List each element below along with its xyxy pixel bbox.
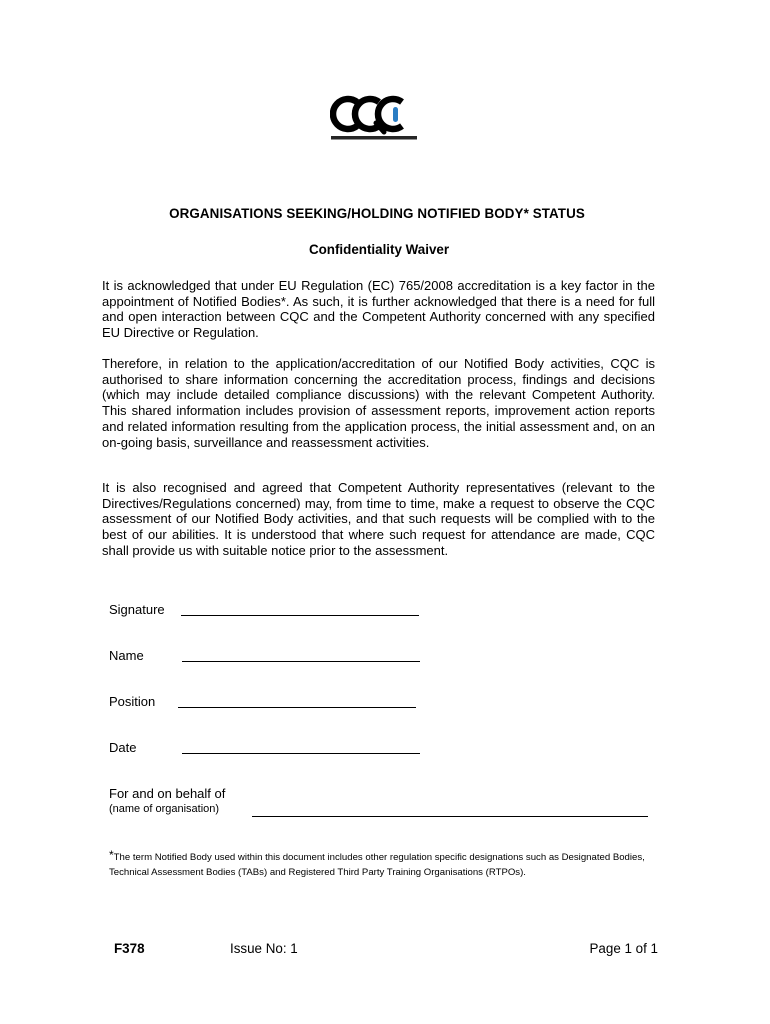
cqc-logo: [330, 92, 420, 144]
paragraph-observation: It is also recognised and agreed that Competent Authority representatives (relevant to the Directives/Regulations concerned) may, from time to time, make a request to observe the CQC assessment of our Notified Body activities, and that such requests will be complied with to the best of our abilities. It is understood that where such request for attendance are made, CQC shall provide us with suitable notice prior to the assessment.: [102, 480, 655, 558]
signature-label: Signature: [109, 602, 165, 617]
cqc-logo-icon: [330, 92, 420, 144]
name-label: Name: [109, 648, 144, 663]
footnote-text: The term Notified Body used within this document includes other regulation specific designations such as Designated Bodies, Technical Assessment Bodies (TABs) and Registered Third Party Training Organisations (RTPOs).: [109, 852, 645, 878]
position-line[interactable]: [178, 707, 416, 708]
page-number: Page 1 of 1: [589, 941, 658, 956]
issue-number: Issue No: 1: [230, 941, 298, 956]
name-line[interactable]: [182, 661, 420, 662]
form-code: F378: [114, 941, 145, 956]
document-title: ORGANISATIONS SEEKING/HOLDING NOTIFIED BODY* STATUS: [169, 206, 585, 221]
date-label: Date: [109, 740, 137, 755]
paragraph-authorisation: Therefore, in relation to the application/accreditation of our Notified Body activities, CQC is authorised to share information concerning the accreditation process, findings and decisions (which may include detailed compliance discussions) with the relevant Competent Authority. This shared information includes provision of assessment reports, improvement action reports and related information resulting from the application process, the initial assessment and, on an on-going basis, surveillance and reassessment activities.: [102, 356, 655, 450]
document-subtitle: Confidentiality Waiver: [308, 242, 450, 257]
paragraph-acknowledgement: It is acknowledged that under EU Regulation (EC) 765/2008 accreditation is a key factor in the appointment of Notified Bodies*. As such, it is further acknowledged that there is a need for full and open interaction between CQC and the Competent Authority concerned with any specified EU Directive or Regulation.: [102, 278, 655, 341]
organisation-name-line[interactable]: [252, 816, 648, 817]
footnote: [109, 848, 669, 880]
footnote-marker: *: [109, 848, 114, 862]
date-line[interactable]: [182, 753, 420, 754]
position-label: Position: [109, 694, 156, 709]
signature-line[interactable]: [181, 615, 419, 616]
behalf-sublabel: (name of organisation): [109, 803, 220, 815]
behalf-label: For and on behalf of: [109, 786, 226, 801]
